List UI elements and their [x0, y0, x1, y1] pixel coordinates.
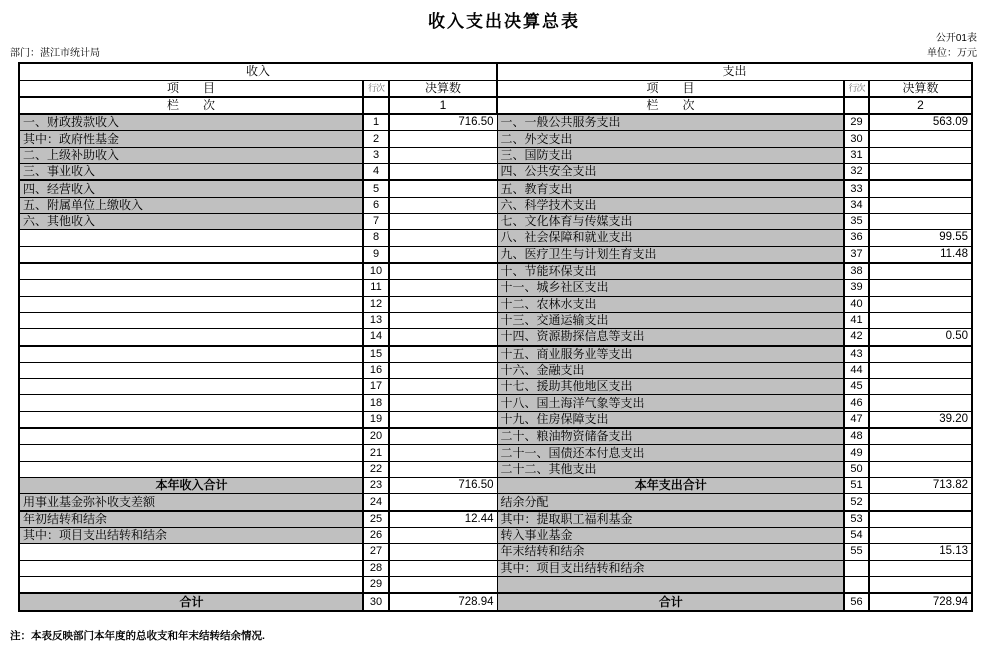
income-amount-cell	[389, 411, 497, 428]
expense-row-no-cell: 53	[844, 511, 869, 528]
expense-amount-cell	[869, 163, 972, 180]
expense-item-cell: 十九、住房保障支出	[497, 411, 844, 428]
income-amount-cell	[389, 180, 497, 197]
expense-item-cell: 九、医疗卫生与计划生育支出	[497, 246, 844, 263]
table-row	[19, 593, 972, 611]
income-item-cell: 用事业基金弥补收支差额	[19, 494, 363, 511]
expense-amount-cell	[869, 395, 972, 411]
income-row-no-cell: 3	[363, 147, 389, 163]
expense-amount-cell: 728.94	[869, 593, 972, 611]
income-amount-cell	[389, 163, 497, 180]
income-row-no-cell: 1	[363, 114, 389, 131]
income-item-cell	[19, 329, 363, 346]
expense-column-index: 2	[869, 97, 972, 114]
expense-item-cell: 十八、国土海洋气象等支出	[497, 395, 844, 411]
table-row	[19, 280, 972, 296]
income-item-cell	[19, 411, 363, 428]
expense-row-no-cell: 43	[844, 346, 869, 363]
empty-cell	[844, 97, 869, 114]
expense-section-header: 支出	[497, 63, 972, 80]
income-item-cell	[19, 280, 363, 296]
income-row-no-cell: 5	[363, 180, 389, 197]
expense-item-cell: 四、公共安全支出	[497, 163, 844, 180]
expense-amount-cell	[869, 131, 972, 147]
income-item-cell	[19, 395, 363, 411]
expense-row-no-cell: 45	[844, 379, 869, 395]
expense-row-no-cell: 29	[844, 114, 869, 131]
expense-amount-cell	[869, 461, 972, 477]
expense-row-no-cell: 34	[844, 197, 869, 213]
income-row-no-column-header: 行次	[363, 80, 389, 97]
expense-amount-cell	[869, 312, 972, 328]
income-amount-column-header: 决算数	[389, 80, 497, 97]
expense-item-cell: 合计	[497, 593, 844, 611]
income-item-cell: 二、上级补助收入	[19, 147, 363, 163]
table-row	[19, 346, 972, 363]
expense-amount-cell: 11.48	[869, 246, 972, 263]
income-amount-cell	[389, 246, 497, 263]
unit-label: 单位：万元	[927, 48, 977, 59]
income-row-no-cell: 14	[363, 329, 389, 346]
expense-item-cell: 十一、城乡社区支出	[497, 280, 844, 296]
income-amount-cell	[389, 147, 497, 163]
table-row	[19, 163, 972, 180]
table-row	[19, 312, 972, 328]
income-item-cell: 其中：项目支出结转和结余	[19, 528, 363, 544]
expense-row-no-cell: 55	[844, 544, 869, 560]
income-amount-cell	[389, 445, 497, 461]
table-code-label: 公开01表	[935, 33, 977, 44]
income-row-no-cell: 11	[363, 280, 389, 296]
expense-row-no-cell: 40	[844, 296, 869, 312]
income-amount-cell	[389, 428, 497, 445]
expense-item-cell: 年末结转和结余	[497, 544, 844, 560]
income-amount-cell	[389, 346, 497, 363]
income-amount-cell: 728.94	[389, 593, 497, 611]
income-row-no-cell: 27	[363, 544, 389, 560]
income-row-no-cell: 24	[363, 494, 389, 511]
expense-item-cell: 十二、农林水支出	[497, 296, 844, 312]
expense-column-index-label: 栏 次	[497, 97, 844, 114]
income-item-cell	[19, 296, 363, 312]
income-row-no-cell: 28	[363, 560, 389, 576]
income-amount-cell	[389, 131, 497, 147]
income-row-no-cell: 2	[363, 131, 389, 147]
income-amount-cell	[389, 461, 497, 477]
income-item-cell	[19, 428, 363, 445]
income-amount-cell	[389, 312, 497, 328]
expense-amount-cell: 0.50	[869, 329, 972, 346]
income-amount-cell	[389, 197, 497, 213]
income-item-cell	[19, 576, 363, 593]
column-header-row	[19, 80, 972, 97]
expense-row-no-cell: 49	[844, 445, 869, 461]
income-amount-cell	[389, 296, 497, 312]
income-row-no-cell: 21	[363, 445, 389, 461]
expense-row-no-cell	[844, 576, 869, 593]
income-row-no-cell: 22	[363, 461, 389, 477]
income-item-cell: 一、财政拨款收入	[19, 114, 363, 131]
expense-row-no-cell: 50	[844, 461, 869, 477]
table-row	[19, 544, 972, 560]
income-amount-cell	[389, 329, 497, 346]
expense-row-no-cell: 30	[844, 131, 869, 147]
expense-item-cell: 七、文化体育与传媒支出	[497, 213, 844, 229]
income-row-no-cell: 29	[363, 576, 389, 593]
empty-cell	[363, 97, 389, 114]
expense-amount-cell: 15.13	[869, 544, 972, 560]
income-row-no-cell: 23	[363, 478, 389, 494]
income-amount-cell	[389, 379, 497, 395]
expense-row-no-cell: 31	[844, 147, 869, 163]
income-amount-cell	[389, 230, 497, 246]
expense-item-cell: 二十二、其他支出	[497, 461, 844, 477]
income-amount-cell	[389, 280, 497, 296]
income-amount-cell: 716.50	[389, 478, 497, 494]
income-item-cell: 五、附属单位上缴收入	[19, 197, 363, 213]
income-item-cell	[19, 312, 363, 328]
expense-row-no-cell	[844, 560, 869, 576]
income-item-cell	[19, 544, 363, 560]
income-item-cell	[19, 379, 363, 395]
table-row	[19, 395, 972, 411]
expense-amount-cell	[869, 576, 972, 593]
expense-row-no-cell: 36	[844, 230, 869, 246]
expense-amount-cell	[869, 296, 972, 312]
income-amount-cell	[389, 560, 497, 576]
income-row-no-cell: 7	[363, 213, 389, 229]
expense-amount-cell	[869, 280, 972, 296]
expense-amount-cell	[869, 180, 972, 197]
expense-amount-cell	[869, 379, 972, 395]
expense-row-no-column-header: 行次	[844, 80, 869, 97]
table-row	[19, 428, 972, 445]
expense-item-cell: 十五、商业服务业等支出	[497, 346, 844, 363]
income-amount-cell	[389, 494, 497, 511]
expense-row-no-cell: 56	[844, 593, 869, 611]
table-row	[19, 379, 972, 395]
income-row-no-cell: 12	[363, 296, 389, 312]
expense-amount-cell: 563.09	[869, 114, 972, 131]
table-row	[19, 230, 972, 246]
expense-amount-cell	[869, 428, 972, 445]
expense-row-no-cell: 33	[844, 180, 869, 197]
income-item-cell: 合计	[19, 593, 363, 611]
expense-item-cell	[497, 576, 844, 593]
expense-row-no-cell: 38	[844, 263, 869, 280]
expense-row-no-cell: 35	[844, 213, 869, 229]
income-row-no-cell: 20	[363, 428, 389, 445]
table-row	[19, 560, 972, 576]
table-row	[19, 362, 972, 378]
income-amount-cell	[389, 528, 497, 544]
income-item-cell	[19, 246, 363, 263]
expense-item-cell: 十六、金融支出	[497, 362, 844, 378]
income-row-no-cell: 13	[363, 312, 389, 328]
income-row-no-cell: 10	[363, 263, 389, 280]
note-text: 注：本表反映部门本年度的总收支和年末结转结余情况.	[10, 630, 265, 642]
table-row	[19, 511, 972, 528]
table-row	[19, 114, 972, 131]
income-amount-cell: 716.50	[389, 114, 497, 131]
table-row	[19, 494, 972, 511]
table-row	[19, 411, 972, 428]
expense-row-no-cell: 47	[844, 411, 869, 428]
expense-amount-cell	[869, 197, 972, 213]
expense-item-cell: 十三、交通运输支出	[497, 312, 844, 328]
expense-amount-cell	[869, 362, 972, 378]
income-item-cell	[19, 346, 363, 363]
income-row-no-cell: 18	[363, 395, 389, 411]
expense-row-no-cell: 41	[844, 312, 869, 328]
expense-item-cell: 十、节能环保支出	[497, 263, 844, 280]
income-amount-cell	[389, 576, 497, 593]
table-row	[19, 180, 972, 197]
expense-row-no-cell: 52	[844, 494, 869, 511]
page-title: 收入支出决算总表	[428, 12, 580, 31]
income-item-cell: 其中：政府性基金	[19, 131, 363, 147]
income-row-no-cell: 19	[363, 411, 389, 428]
income-row-no-cell: 4	[363, 163, 389, 180]
income-amount-cell	[389, 395, 497, 411]
expense-row-no-cell: 37	[844, 246, 869, 263]
expense-amount-cell	[869, 213, 972, 229]
expense-amount-cell	[869, 263, 972, 280]
table-row	[19, 461, 972, 477]
expense-item-column-header: 项 目	[497, 80, 844, 97]
table-row	[19, 296, 972, 312]
expense-item-cell: 其中：提取职工福利基金	[497, 511, 844, 528]
income-item-cell	[19, 362, 363, 378]
income-row-no-cell: 8	[363, 230, 389, 246]
expense-item-cell: 转入事业基金	[497, 528, 844, 544]
income-amount-cell	[389, 263, 497, 280]
section-header-row	[19, 63, 972, 80]
expense-row-no-cell: 39	[844, 280, 869, 296]
table-row	[19, 213, 972, 229]
expense-amount-cell	[869, 511, 972, 528]
income-row-no-cell: 16	[363, 362, 389, 378]
income-item-cell	[19, 445, 363, 461]
table-row	[19, 197, 972, 213]
expense-item-cell: 本年支出合计	[497, 478, 844, 494]
income-row-no-cell: 6	[363, 197, 389, 213]
table-row	[19, 576, 972, 593]
income-row-no-cell: 26	[363, 528, 389, 544]
expense-row-no-cell: 48	[844, 428, 869, 445]
expense-item-cell: 二十一、国债还本付息支出	[497, 445, 844, 461]
expense-amount-cell	[869, 346, 972, 363]
expense-amount-cell	[869, 494, 972, 511]
table-row	[19, 478, 972, 494]
expense-item-cell: 结余分配	[497, 494, 844, 511]
expense-item-cell: 六、科学技术支出	[497, 197, 844, 213]
income-item-cell: 六、其他收入	[19, 213, 363, 229]
expense-amount-cell: 713.82	[869, 478, 972, 494]
expense-item-cell: 二、外交支出	[497, 131, 844, 147]
expense-item-cell: 二十、粮油物资储备支出	[497, 428, 844, 445]
income-item-cell: 三、事业收入	[19, 163, 363, 180]
expense-row-no-cell: 46	[844, 395, 869, 411]
table-row	[19, 147, 972, 163]
expense-amount-cell	[869, 560, 972, 576]
expense-row-no-cell: 32	[844, 163, 869, 180]
expense-amount-cell	[869, 147, 972, 163]
expense-amount-cell	[869, 445, 972, 461]
expense-amount-column-header: 决算数	[869, 80, 972, 97]
income-row-no-cell: 15	[363, 346, 389, 363]
expense-row-no-cell: 51	[844, 478, 869, 494]
income-item-column-header: 项 目	[19, 80, 363, 97]
income-column-index-label: 栏 次	[19, 97, 363, 114]
table-row	[19, 246, 972, 263]
summary-table	[18, 62, 973, 612]
income-amount-cell	[389, 213, 497, 229]
income-column-index: 1	[389, 97, 497, 114]
income-section-header: 收入	[19, 63, 497, 80]
table-row	[19, 131, 972, 147]
expense-row-no-cell: 54	[844, 528, 869, 544]
income-item-cell	[19, 230, 363, 246]
income-row-no-cell: 17	[363, 379, 389, 395]
income-item-cell: 年初结转和结余	[19, 511, 363, 528]
income-amount-cell: 12.44	[389, 511, 497, 528]
expense-item-cell: 五、教育支出	[497, 180, 844, 197]
expense-amount-cell: 39.20	[869, 411, 972, 428]
department-label: 部门：湛江市统计局	[10, 48, 100, 59]
expense-item-cell: 十四、资源勘探信息等支出	[497, 329, 844, 346]
table-row	[19, 263, 972, 280]
table-row	[19, 528, 972, 544]
income-item-cell	[19, 461, 363, 477]
expense-amount-cell: 99.55	[869, 230, 972, 246]
income-item-cell	[19, 560, 363, 576]
expense-item-cell: 其中：项目支出结转和结余	[497, 560, 844, 576]
column-index-row	[19, 97, 972, 114]
income-row-no-cell: 30	[363, 593, 389, 611]
table-row	[19, 329, 972, 346]
expense-item-cell: 一、一般公共服务支出	[497, 114, 844, 131]
income-item-cell	[19, 263, 363, 280]
expense-row-no-cell: 42	[844, 329, 869, 346]
income-amount-cell	[389, 544, 497, 560]
income-item-cell: 本年收入合计	[19, 478, 363, 494]
income-row-no-cell: 25	[363, 511, 389, 528]
expense-item-cell: 十七、援助其他地区支出	[497, 379, 844, 395]
income-row-no-cell: 9	[363, 246, 389, 263]
expense-row-no-cell: 44	[844, 362, 869, 378]
income-amount-cell	[389, 362, 497, 378]
expense-item-cell: 三、国防支出	[497, 147, 844, 163]
table-row	[19, 445, 972, 461]
expense-item-cell: 八、社会保障和就业支出	[497, 230, 844, 246]
income-item-cell: 四、经营收入	[19, 180, 363, 197]
expense-amount-cell	[869, 528, 972, 544]
